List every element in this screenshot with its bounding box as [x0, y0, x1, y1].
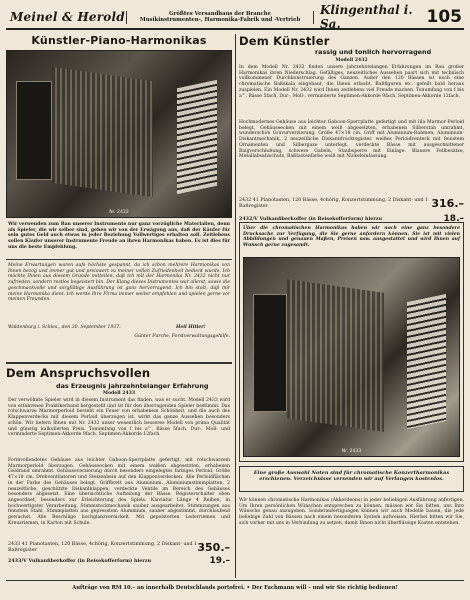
- quality-notice: Wir verwenden zum Bau unserer Instrumente nur ganz vorzügliche Materialien, denn als Spieler, die wir selber sind, gehen wir von der Erwägung aus, daß der Käufer für sein gutes Geld auch etwas in jeder Beziehung Vollwertiges erhalten soll. Zeitlebens sollen Käufer unserer Instrumente Freude an ihren Harmonikas haben. Es ist dies für uns die beste Empfehlung.: [8, 222, 231, 250]
- column-divider: [235, 34, 236, 578]
- section-subtitle: rassig und tonlich hervorragend: [315, 48, 432, 56]
- case-price: 19.–: [209, 556, 230, 566]
- description-details: Formvollendetes Gehäuse aus leichter Gaboon-Sperrplatte gefertigt, mit rotschwarzem Marmorperloid überzogen. Gehäuseecken mit einem weißen abgesetzten, erhabenen Goldrand umrahmt. Gehäuseverzierung durch besonders eingelegtes farbiges Perloid. Größe 47×18 cm. Drehventilatoren und Stelzenbein auf den Klappenverdecken. Alle Perloidflächen in der Farbe des Gehäuses belegt. Griffbrett aus Aluminium. Aluminiumstimmplatten, 2 neuzeitliche, geschützte Diskantklappen, verdeckte Ventile im Bereich des Gehäuses besonders abgesetzt. Eine übersichtliche Aufteilung der Bässe. Registerschalter oben angeordnet, besonders zur Erleichterung des Spiels. Klaviatur Länge 4 Reihen, in hochwertigster Verarbeitung. Stimmstockmechanik sauber ausgearbeitet. Stimmzungen aus feinstem Stahl, Stimmplatten aus gepresstem Aluminium, sauber abgestimmt, durchlaufend gewachst. Alle Beschläge hochglanzvernickelt. Mit gepolsterten Lederriemen und Kreuzriemen, in Karton mit Schule.: [8, 458, 230, 526]
- testimonial-greeting: Heil Hitler!: [176, 325, 206, 330]
- price-value: 350.–: [197, 541, 230, 554]
- accordion-grille: [16, 81, 52, 181]
- accordion-keys: [407, 293, 446, 428]
- page-footer: Aufträge von RM 10.– an innerhalb Deutschlands portofrei. • Der Fachmann will – und wir Sie richtig bedienen!: [6, 580, 464, 594]
- section-subtitle: das Erzeugnis jahrzehntelanger Erfahrung: [56, 382, 209, 390]
- accordion-grille: [253, 294, 287, 413]
- case-row-2433: [8, 558, 230, 564]
- divider: [6, 259, 232, 260]
- accordion-bellows: [287, 279, 384, 431]
- price-row-2433: [8, 542, 230, 554]
- section-title-kuenstler-piano: Künstler-Piano-Harmonikas: [31, 34, 207, 47]
- left-top-section: [6, 34, 232, 362]
- brochure-box: [239, 222, 464, 462]
- accordion-photo-2432: [6, 50, 232, 218]
- tagline: [126, 11, 314, 24]
- page-number: 105: [426, 7, 462, 27]
- price-value: 316.–: [431, 197, 464, 210]
- testimonial-author: Günter Furche, Forstverwaltungsgehilfe.: [134, 334, 230, 339]
- accordion-photo-2433: [243, 257, 460, 457]
- model-number: Modell 2432: [335, 58, 368, 63]
- price-label: 2433 41 Pianotasten, 120 Bässe, 4chörig, Konzertstimmung, 2 Diskant- und 1 Baßregister: [8, 542, 198, 553]
- custom-orders-text: Wir können chromatische Harmonikas (Akkordeons) in jeder beliebigen Ausführung anfertigen. Um Ihren persönlichen Wünschen entsprechen zu können, müssen wir Sie bitten, uns Ihre Wünsche genau anzugeben. Sonderanfertigungen können wir auch Modelle bauen, die jede beliebige Zahl von Bässen nach einem besonderen System aufweisen. Hierbei bitten wir Sie, sich vorher mit uns in Verbindung zu setzen, damit Ihnen nicht überflüssige Kosten entstehen.: [239, 498, 464, 526]
- right-top-section: [239, 34, 464, 250]
- photo-caption: Nr. 2433: [341, 449, 362, 454]
- location: Klingenthal i. Sa.: [320, 3, 413, 31]
- accordion-keys: [177, 80, 217, 195]
- right-bottom-section: [239, 466, 464, 578]
- section-title-kuenstler: Dem Künstler: [239, 34, 330, 48]
- tagline-line-1: Größtes Versandhaus der Branche: [169, 10, 271, 17]
- price-label: 2432 41 Pianotasten, 120 Bässe, 4chörig, Konzertstimmung, 2 Diskant- und 1 Baßregister: [239, 198, 429, 209]
- testimonial-place: Waldenburg i. Schles., den 30. September 1937.: [8, 325, 121, 330]
- divider: [6, 362, 232, 364]
- description-intro: In dem Modell Nr. 2432 finden unsere jahrzehntelangen Erfahrungen im Bau großer Harmonikas ihren Niederschlag. Gefälliges, neuzeitliches Aussehen paart sich mit technisch vollkommener Durchkonstruierung des Ganzen. Außer den 120 Bässen ist noch eine chromatische Baßskala eingebaut, die Ihnen erlaubt, Baßfiguren etc. gefeilt bald heraus zuspielen. Ein Modell Nr. 2432 wird Ihnen zeitlebens viel Freude machen. Tonumfang von f bis a''', Bässe 5fach, Dur-, Moll-, verminderte Septimen-Akkorde 9fach, Septimen-Akkorde 12fach.: [239, 65, 464, 99]
- sheet-music-notice-box: [239, 466, 464, 492]
- tagline-line-2: Musikinstrumenten-, Harmonika-Fabrik und -Vertrieb: [139, 17, 301, 23]
- catalog-page: [6, 3, 464, 594]
- case-label: 2432/V Vulkanfiberkoffer (in Reisekofferform) hierzu: [239, 216, 383, 222]
- page-header: [6, 3, 464, 31]
- model-number: Modell 2433: [102, 391, 136, 396]
- case-price: 18.–: [443, 214, 464, 224]
- photo-caption: Nr. 2432: [109, 210, 129, 215]
- price-row-2432: [239, 198, 464, 210]
- description-details: Hochmodernes Gehäuse aus leichter Gaboon-Sperrplatte gefertigt und mit lila Marmor-Perloid belegt, Gehäuseecken mit einem weiß abgesetzten, erhabenen Silberstab umrahmt, wunderschön Gravurverzierung. Größe 47×18 cm. Griff mit Aluminium-Rahmen, Aluminium-Diskantmechanik, 2 neuzeitliche Diskantdruckregister, weißes Perloidventeck mit feinstem Ornamenten und Silbergaze unterlegt, verdeckte Bässe mit ausgeschnittener Balgverschlußung, schwere Gabeln, Staubsperre mit Einlage. Blauere Fellbesätze, Metallabsatzschutz, Baßtastenfarbe weiß mit Nickeleinfassung.: [239, 120, 464, 160]
- section-title-anspruchsvollen: Dem Anspruchsvollen: [6, 366, 151, 380]
- brand-name: Meinel & Herold: [10, 10, 125, 24]
- testimonial-text: Meine Erwartungen waren aufs höchste gespannt, da ich schon mehrere Harmonikas von Ihnen bezog und immer gut und preiswert zu meiner vollen Zufriedenheit bedient wurde. Ich möchte Ihnen aus diesem Grunde mitteilen, daß ich mit der Harmonika Nr. 2432 nicht nur zufrieden, sondern restlos begeistert bin. Der Klang dieses Instrumentes war allerst, sowie die geschmackvolle und sorgfältige Ausführung ist ganz hervorragend. Ich bin stolz, daß mir meine Harmonika dient. Ich werde Ihre Firma immer weiter empfehlen und spielen gerne vor meinen Freunden.: [8, 263, 230, 303]
- case-label: 2433/V Vulkanfiberkoffer (in Reisekofferform) hierzu: [8, 558, 152, 564]
- left-bottom-section: [6, 362, 232, 578]
- accordion-bellows: [52, 67, 153, 197]
- description-intro: Der verwöhnte Spieler wird in diesem Instrument das finden, was er sucht. Modell 2433 wird von erfahrenen Praktikerhand hergestellt und ist für den überragenden Spieler bestimmt. Das rotschwarze Marmorperloid besteht ein Feuer von erhabenem Schönheit, und die auch des Klappenverdecks mit diesem Perloid überzogen ist, wirkt das ganze Aussehen besonders schön. Wir liefern Ihnen mit Nr. 2433 unser wesentlich besseres Modell von prima Qualität und günstig kalkulierten Preis. Tonumfang von f bis a''', Bässe 5fach, Dur-, Moll- und verminderte Septimen-Akkorde 9fach, Septimen-Akkorde 12fach.: [8, 398, 230, 438]
- sheet-music-notice: Eine große Auswahl Noten sind für chromatische Konzertharmonikas erschienen. Verzeichnisse versenden wir auf Verlangen kostenlos.: [253, 470, 450, 483]
- brochure-text: Über die chromatischen Harmonikas haben wir noch eine ganz besondere Drucksache zur Verfügung, die Sie gerne anfordern können. Sie ist mit vielen Abbildungen und genauen Maßen, Preisen usw. ausgestattet und wird Ihnen auf Wunsch gerne zugesandt.: [243, 226, 460, 249]
